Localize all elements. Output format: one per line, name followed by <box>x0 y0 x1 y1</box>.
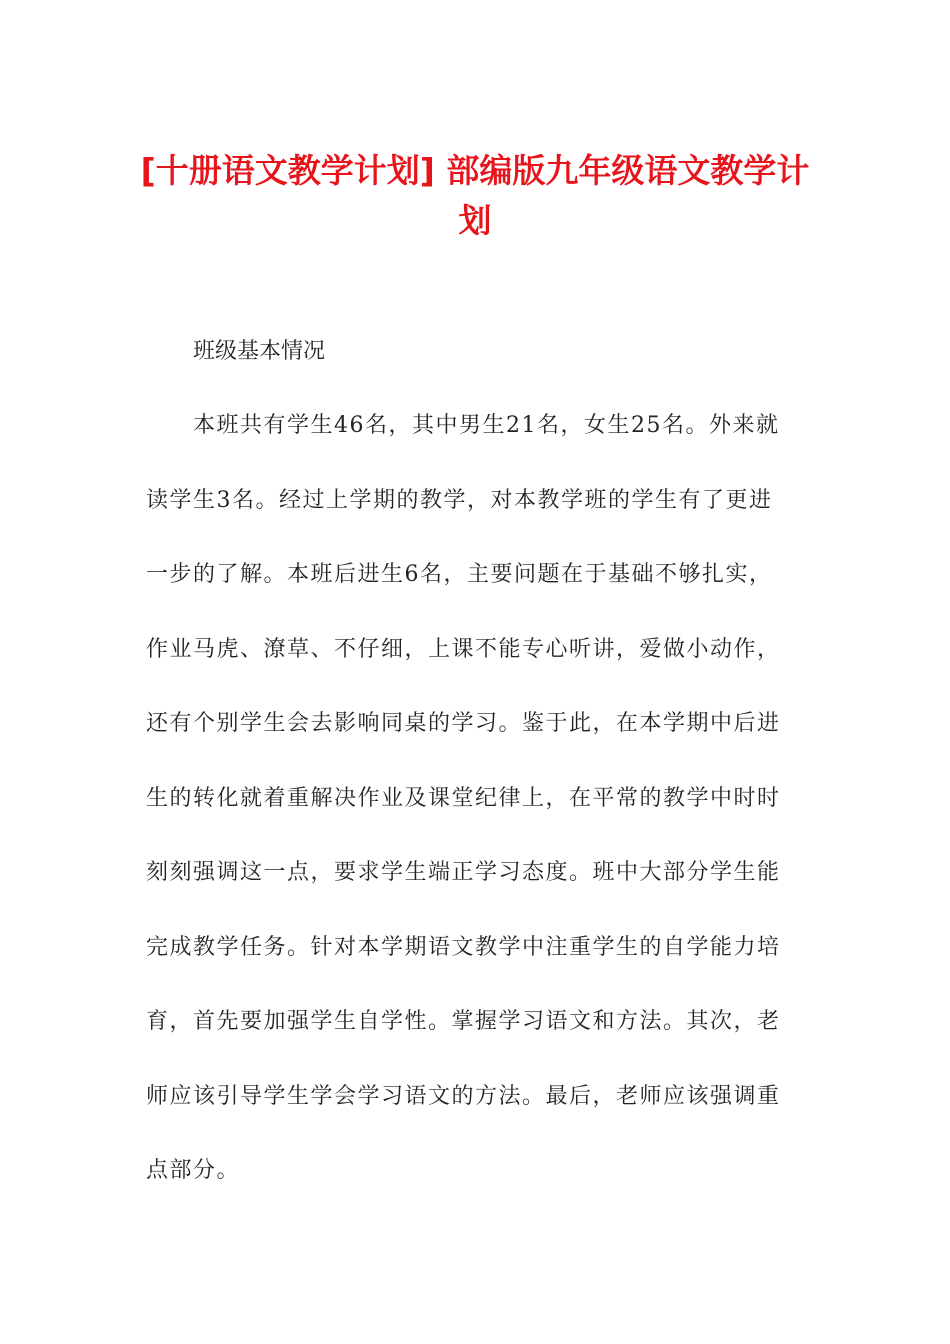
paragraph-line: 还有个别学生会去影响同桌的学习。鉴于此，在本学期中后进 <box>146 711 781 736</box>
paragraph-line: 一步的了解。本班后进生6名，主要问题在于基础不够扎实， <box>146 562 773 587</box>
paragraph-line: 点部分。 <box>146 1158 241 1183</box>
paragraph-line: 本班共有学生46名，其中男生21名，女生25名。外来就 <box>193 413 780 438</box>
paragraph-line: 育，首先要加强学生自学性。掌握学习语文和方法。其次，老 <box>146 1009 781 1034</box>
document-title: [十册语文教学计划] 部编版九年级语文教学计划 <box>140 151 810 240</box>
paragraph-line: 师应该引导学生学会学习语文的方法。最后，老师应该强调重 <box>146 1083 781 1109</box>
paragraph-line: 读学生3名。经过上学期的教学，对本教学班的学生有了更进 <box>146 487 773 513</box>
paragraph-line: 作业马虎、潦草、不仔细，上课不能专心听讲，爱做小动作， <box>146 636 781 662</box>
paragraph-line: 完成教学任务。针对本学期语文教学中注重学生的自学能力培 <box>146 934 781 960</box>
section-heading: 班级基本情况 <box>193 339 326 364</box>
paragraph-line: 生的转化就着重解决作业及课堂纪律上，在平常的教学中时时 <box>146 785 781 811</box>
paragraph-line: 刻刻强调这一点，要求学生端正学习态度。班中大部分学生能 <box>146 860 781 885</box>
body-paragraph <box>146 406 806 1226</box>
